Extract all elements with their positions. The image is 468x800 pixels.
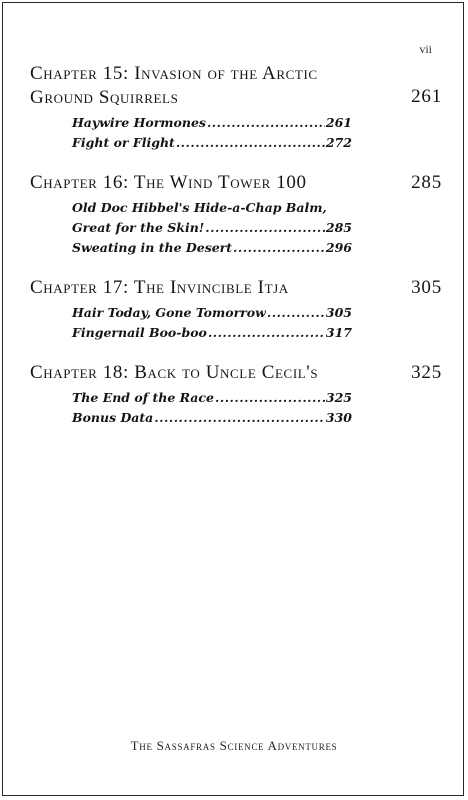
dot-leader: [233, 238, 325, 258]
chapter-15: [30, 62, 442, 153]
entry-page-number: 285: [325, 220, 352, 235]
entry-title: Great for the Skin!: [72, 220, 205, 235]
page-number: vii: [419, 42, 432, 56]
entry-title: Bonus Data: [72, 410, 154, 425]
section-list: [30, 388, 352, 428]
chapter-18: [30, 361, 442, 428]
table-of-contents: [30, 62, 442, 428]
dot-leader: [215, 388, 325, 408]
toc-entry[interactable]: [72, 133, 352, 153]
entry-page-number: 296: [325, 240, 352, 255]
dot-leader: [205, 218, 325, 238]
entry-title-line: Old Doc Hibbel's Hide-a-Chap Balm,: [72, 200, 327, 215]
dot-leader: [176, 133, 325, 153]
chapter-title-line: Chapter 15: Invasion of the Arctic: [30, 63, 318, 84]
entry-title: Sweating in the Desert: [72, 240, 233, 255]
toc-entry[interactable]: [72, 198, 352, 238]
toc-entry[interactable]: [72, 113, 352, 133]
chapter-title: Chapter 17: The Invincible Itja: [30, 277, 289, 298]
chapter-title: Chapter 16: The Wind Tower 100: [30, 172, 307, 193]
toc-entry[interactable]: [72, 388, 352, 408]
dot-leader: [154, 408, 325, 428]
chapter-page-number: 325: [411, 362, 442, 383]
chapter-heading[interactable]: [30, 62, 442, 110]
chapter-16: [30, 171, 442, 258]
entry-title: Fight or Flight: [72, 135, 175, 150]
toc-entry[interactable]: [72, 238, 352, 258]
entry-page-number: 317: [325, 325, 352, 340]
chapter-heading[interactable]: [30, 171, 442, 195]
dot-leader: [208, 323, 325, 343]
entry-title: Hair Today, Gone Tomorrow: [72, 305, 266, 320]
entry-page-number: 330: [325, 410, 352, 425]
entry-page-number: 325: [325, 390, 352, 405]
toc-entry[interactable]: [72, 303, 352, 323]
toc-entry[interactable]: [72, 323, 352, 343]
entry-title: Haywire Hormones: [72, 115, 206, 130]
entry-title: The End of the Race: [72, 390, 214, 405]
entry-title: Fingernail Boo-boo: [72, 325, 207, 340]
dot-leader: [207, 113, 325, 133]
entry-page-number: 272: [325, 135, 352, 150]
chapter-page-number: 285: [411, 172, 442, 193]
chapter-page-number: 261: [411, 86, 442, 107]
chapter-heading[interactable]: [30, 361, 442, 385]
entry-page-number: 305: [325, 305, 352, 320]
section-list: [30, 303, 352, 343]
toc-entry[interactable]: [72, 408, 352, 428]
chapter-heading[interactable]: [30, 276, 442, 300]
section-list: [30, 198, 352, 258]
chapter-page-number: 305: [411, 277, 442, 298]
chapter-17: [30, 276, 442, 343]
running-footer: The Sassafras Science Adventures: [130, 738, 338, 753]
chapter-title: Chapter 18: Back to Uncle Cecil's: [30, 362, 319, 383]
dot-leader: [267, 303, 325, 323]
section-list: [30, 113, 352, 153]
chapter-title: [30, 62, 442, 110]
chapter-title-line: Ground Squirrels: [30, 87, 179, 108]
entry-continuation: [72, 218, 352, 238]
entry-page-number: 261: [325, 115, 352, 130]
